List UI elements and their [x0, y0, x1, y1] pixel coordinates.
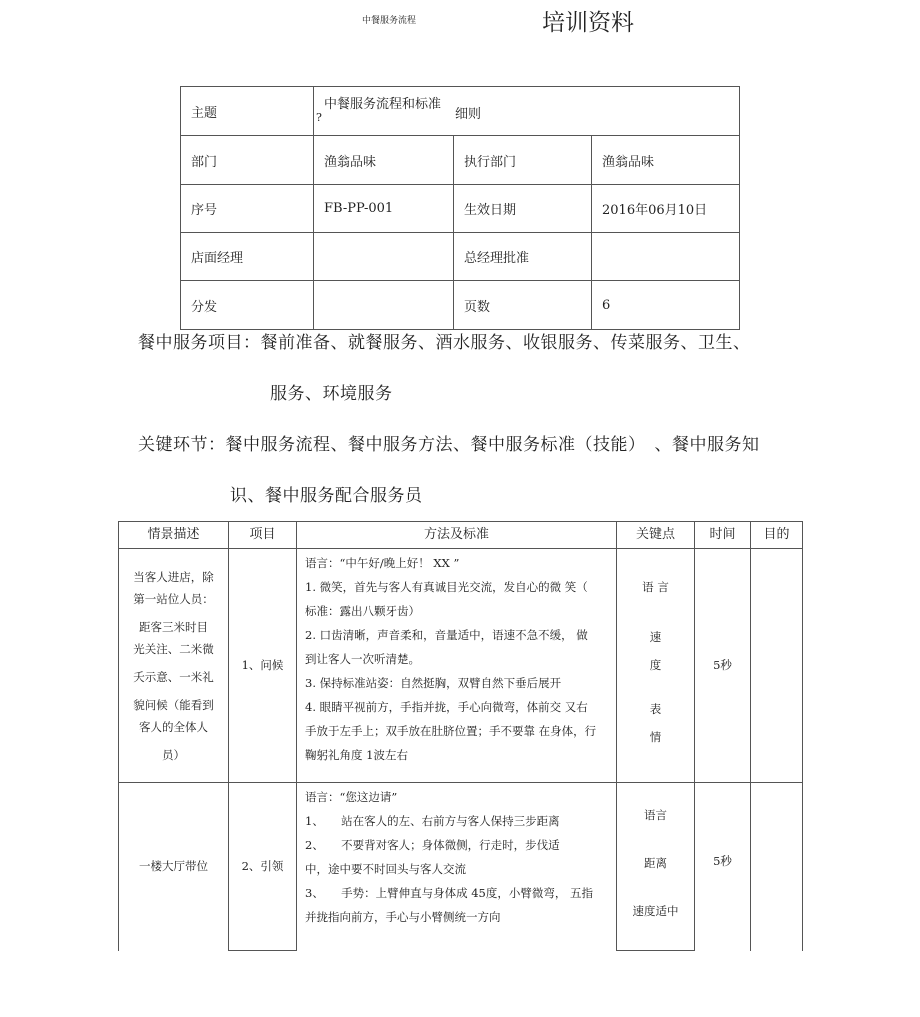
info-row-subject: [181, 87, 740, 136]
method-line: 鞠躬礼角度 1波左右: [305, 748, 408, 762]
keypoint-cell: [617, 783, 695, 951]
info-row: [181, 136, 740, 185]
keypoint: 速度适中: [632, 904, 679, 918]
item-cell: 1、问候: [229, 549, 297, 783]
method-line: 中，途中要不时回头与客人交流: [305, 862, 466, 876]
info-table: [180, 86, 740, 330]
info-row: [181, 281, 740, 330]
info-label: 生效日期: [454, 185, 592, 233]
info-value: FB-PP-001: [314, 185, 454, 233]
scene-line: 光关注、二米微: [133, 641, 214, 656]
scene-line: 距客三米时目: [139, 619, 208, 634]
header-item: 项目: [229, 522, 297, 549]
method-line: 1. 微笑，首先与客人有真诚目光交流，发自心的微 笑（: [305, 580, 588, 594]
scene-line: 员）: [162, 747, 185, 762]
method-line: 1、 站在客人的左、右前方与客人保持三步距离: [305, 814, 560, 828]
scene-line: 当客人进店，除: [133, 569, 214, 584]
keypoint: 语 言: [642, 580, 669, 594]
method-cell: [297, 783, 617, 951]
method-line: 2、 不要背对客人；身体微侧，行走时，步伐适: [305, 838, 560, 852]
key-links-line1: 关键环节：餐中服务流程、餐中服务方法、餐中服务标准（技能） 、餐中服务知: [138, 435, 760, 455]
method-cell: [297, 549, 617, 783]
header-time: 时间: [695, 522, 751, 549]
method-line: 到让客人一次听清楚。: [305, 652, 420, 666]
scene-line: 夭示意、一米礼: [133, 669, 214, 684]
scene-cell: [119, 549, 229, 783]
header-small-title: 中餐服务流程: [362, 16, 417, 26]
method-line: 3. 保持标准站姿：自然挺胸，双臂自然下垂后展开: [305, 676, 562, 690]
table-row: [119, 783, 803, 951]
header-purpose: 目的: [751, 522, 803, 549]
keypoint: 表: [649, 702, 662, 716]
info-row: [181, 185, 740, 233]
time-cell: 5秒: [695, 549, 751, 783]
keypoint: 语言: [644, 808, 667, 822]
service-items-line2: 服务、环境服务: [270, 384, 393, 404]
info-label: 总经理批准: [454, 233, 592, 281]
keypoint: 距离: [644, 856, 667, 870]
info-value: [592, 233, 740, 281]
info-label: 店面经理: [181, 233, 314, 281]
key-links-line2: 识、餐中服务配合服务员: [230, 486, 423, 506]
info-value: 渔翁品味: [592, 136, 740, 185]
method-line: 2. 口齿清晰，声音柔和，音量适中，语速不急不缓， 做: [305, 628, 588, 642]
info-label: 分发: [181, 281, 314, 330]
info-label: 部门: [181, 136, 314, 185]
method-line: 手放于左手上；双手放在肚脐位置；手不要靠 在身体，行: [305, 724, 597, 738]
info-row: [181, 233, 740, 281]
item-cell: 2、引领: [229, 783, 297, 951]
header-scene: 情景描述: [119, 522, 229, 549]
process-table: [118, 521, 803, 951]
service-items-line1: 餐中服务项目：餐前准备、就餐服务、酒水服务、收银服务、传菜服务、卫生、: [138, 333, 751, 353]
method-line: 并拢指向前方，手心与小臂侧统一方向: [305, 910, 501, 924]
scene-line: 第一站位人员：: [133, 591, 214, 606]
keypoint: 情: [649, 730, 662, 744]
subject-mark: ?: [316, 111, 322, 124]
info-label: 执行部门: [454, 136, 592, 185]
purpose-cell: [751, 549, 803, 783]
subject-suffix: 细则: [455, 107, 482, 122]
info-value-subject: [314, 87, 740, 136]
scene-line: 貌问候（能看到: [133, 697, 214, 712]
header-keypoint: 关键点: [617, 522, 695, 549]
keypoint: 度: [649, 658, 662, 672]
process-header-row: [119, 522, 803, 549]
subject-text: 中餐服务流程和标准: [324, 97, 442, 112]
time-cell: 5秒: [695, 783, 751, 951]
method-line: 标准：露出八颗牙齿）: [305, 604, 420, 618]
info-value: 渔翁品味: [314, 136, 454, 185]
header-method: 方法及标准: [297, 522, 617, 549]
info-label: 页数: [454, 281, 592, 330]
keypoint: 速: [649, 630, 662, 644]
info-value: 6: [592, 281, 740, 330]
info-label: 序号: [181, 185, 314, 233]
info-label: 主题: [181, 87, 314, 136]
keypoint-cell: [617, 549, 695, 783]
scene-cell: 一楼大厅带位: [119, 783, 229, 951]
info-value: 2016年06月10日: [592, 185, 740, 233]
table-row: [119, 549, 803, 783]
method-line: 语言：“中午好/晚上好！ XX ”: [305, 556, 460, 570]
header-main-title: 培训资料: [542, 10, 634, 36]
method-line: 语言：“您这边请”: [305, 790, 398, 804]
purpose-cell: [751, 783, 803, 951]
info-value: [314, 233, 454, 281]
info-value: [314, 281, 454, 330]
method-line: 3、 手势：上臂伸直与身体成 45度，小臂微弯， 五指: [305, 886, 594, 900]
method-line: 4. 眼睛平视前方，手指并拢，手心向微弯，体前交 又右: [305, 700, 588, 714]
scene-line: 客人的全体人: [139, 719, 208, 734]
